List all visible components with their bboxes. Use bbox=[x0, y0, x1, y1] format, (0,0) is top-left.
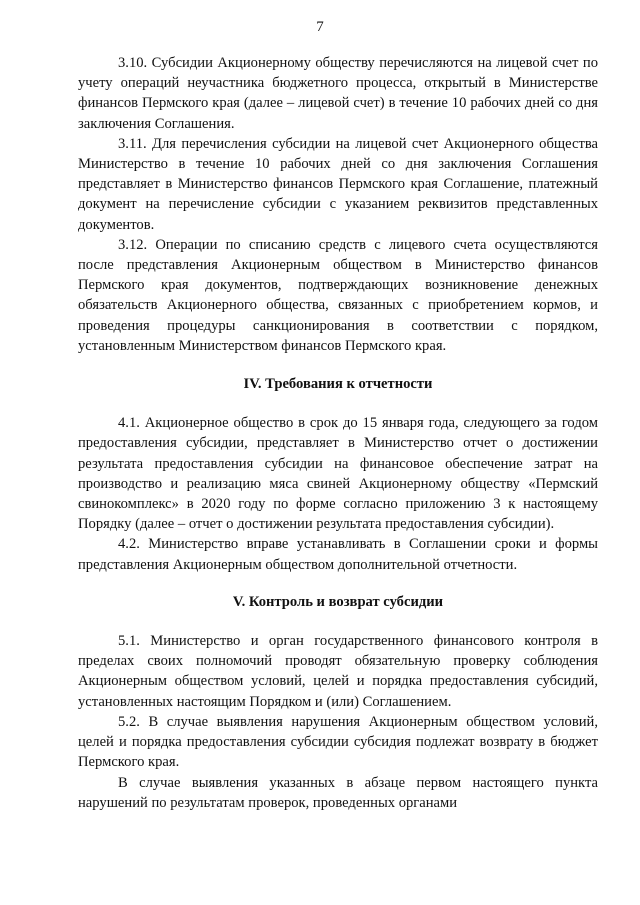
paragraph-3-11: 3.11. Для перечисления субсидии на лицевой счет Акционерного общества Министерство в течение 10 рабочих дней со дня заключения Соглашения представляет в Министерство финансов Пермского края Соглашение, платежный документ на перечисление субсидии с указанием реквизитов представленных документов. bbox=[78, 135, 598, 233]
paragraph-5-1: 5.1. Министерство и орган государственного финансового контроля в пределах своих полномочий проводят обязательную проверку соблюдения Акционерным обществом условий, целей и порядка предоставления субсидий, установленных настоящим Порядком и (или) Соглашением. bbox=[78, 633, 598, 710]
paragraph-3-12: 3.12. Операции по списанию средств с лицевого счета осуществляются после представления Акционерным обществом в Министерство финансов Пермского края документов, подтверждающих возникновение денежных обязательств Акционерного общества, связанных с приобретением кормов, и проведения процедуры санкционирования в соответствии с порядком, установленным Министерством финансов Пермского края. bbox=[78, 236, 598, 354]
paragraph-3-10: 3.10. Субсидии Акционерному обществу перечисляются на лицевой счет по учету операций неучастника бюджетного процесса, открытый в Министерстве финансов Пермского края (далее – лицевой счет) в течение 10 рабочих дней со дня заключения Соглашения. bbox=[78, 55, 598, 132]
paragraph-4-1: 4.1. Акционерное общество в срок до 15 января года, следующего за годом предоставления субсидии, представляет в Министерство отчет о достижении результата предоставления субсидии на финансовое обеспечение затрат на производство и реализацию мяса свиней Акционерному обществу «Пермский свинокомплекс» в 2020 году по форме согласно приложению 3 к настоящему Порядку (далее – отчет о достижении результата предоставления субсидии). bbox=[78, 415, 598, 533]
page-number: 7 bbox=[316, 19, 324, 35]
section-heading-v: V. Контроль и возврат субсидии bbox=[232, 593, 444, 610]
page-content bbox=[78, 53, 598, 813]
paragraph-4-2: 4.2. Министерство вправе устанавливать в Соглашении сроки и формы представления Акционерным обществом дополнительной отчетности. bbox=[78, 536, 598, 573]
section-heading-iv: IV. Требования к отчетности bbox=[243, 376, 433, 393]
paragraph-5-2: 5.2. В случае выявления нарушения Акционерным обществом условий, целей и порядка предоставления субсидии субсидия подлежат возврату в бюджет Пермского края. bbox=[78, 713, 598, 771]
paragraph-5-2-continued: В случае выявления указанных в абзаце первом настоящего пункта нарушений по результатам проверок, проведенных органами bbox=[78, 774, 598, 811]
